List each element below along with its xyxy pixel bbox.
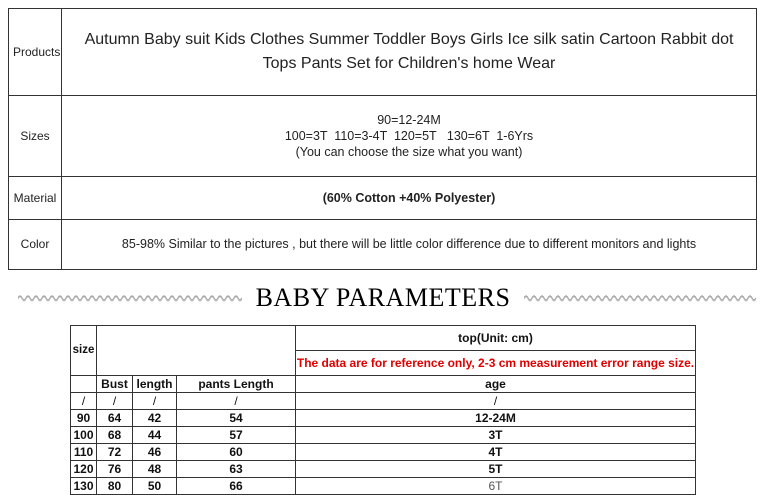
slash-cell: / (133, 393, 177, 410)
product-info-table (8, 8, 757, 270)
length-cell: 44 (133, 427, 177, 444)
age-cell: 12-24M (296, 410, 696, 427)
bust-cell: 80 (97, 478, 133, 495)
bust-cell: 68 (97, 427, 133, 444)
table-row (71, 427, 696, 444)
baby-parameters-heading: BABY PARAMETERS (255, 283, 511, 312)
products-row (9, 9, 757, 96)
size-cell: 120 (71, 461, 97, 478)
length-cell: 42 (133, 410, 177, 427)
pants-cell: 66 (177, 478, 296, 495)
pants-length-header: pants Length (177, 376, 296, 393)
pants-cell: 57 (177, 427, 296, 444)
length-cell: 50 (133, 478, 177, 495)
decorative-wave-right (524, 294, 756, 302)
size-cell: 130 (71, 478, 97, 495)
sizes-label: Sizes (9, 96, 62, 176)
size-header: size (71, 326, 97, 376)
age-cell: 6T (296, 478, 696, 495)
color-row (9, 219, 757, 269)
decorative-wave-left (18, 294, 242, 302)
size-cell: 90 (71, 410, 97, 427)
params-slash-row (71, 393, 696, 410)
top-unit-header: top(Unit: cm) (296, 326, 696, 351)
slash-cell: / (177, 393, 296, 410)
sizes-line-3: (You can choose the size what you want) (295, 144, 523, 159)
sizes-value (62, 96, 757, 176)
slash-cell: / (71, 393, 97, 410)
size-cell: 100 (71, 427, 97, 444)
table-row (71, 461, 696, 478)
pants-cell: 54 (177, 410, 296, 427)
products-value: Autumn Baby suit Kids Clothes Summer Toddler Boys Girls Ice silk satin Cartoon Rabbit dot Tops Pants Set for Children's home Wear (62, 9, 757, 96)
bust-header: Bust (97, 376, 133, 393)
length-header: length (133, 376, 177, 393)
table-row (71, 444, 696, 461)
sizes-line-1: 90=12-24M (377, 112, 441, 127)
slash-cell: / (296, 393, 696, 410)
pants-cell: 60 (177, 444, 296, 461)
bust-cell: 72 (97, 444, 133, 461)
bust-cell: 64 (97, 410, 133, 427)
baby-parameters-table (70, 325, 696, 495)
age-cell: 3T (296, 427, 696, 444)
params-header-row-1 (71, 326, 696, 351)
params-column-row (71, 376, 696, 393)
reference-note: The data are for reference only, 2-3 cm measurement error range size. (296, 351, 696, 376)
table-row (71, 410, 696, 427)
slash-cell: / (97, 393, 133, 410)
heading-row (0, 280, 773, 316)
age-header: age (296, 376, 696, 393)
sizes-row (9, 96, 757, 176)
age-cell: 5T (296, 461, 696, 478)
header-blank (97, 326, 296, 376)
age-cell: 4T (296, 444, 696, 461)
material-label: Material (9, 176, 62, 219)
color-label: Color (9, 219, 62, 269)
size-cell: 110 (71, 444, 97, 461)
color-value: 85-98% Similar to the pictures , but there will be little color difference due to different monitors and lights (62, 219, 757, 269)
products-label: Products (9, 9, 62, 96)
sizes-line-2: 100=3T 110=3-4T 120=5T 130=6T 1-6Yrs (284, 128, 534, 143)
length-cell: 48 (133, 461, 177, 478)
bust-cell: 76 (97, 461, 133, 478)
material-row (9, 176, 757, 219)
pants-cell: 63 (177, 461, 296, 478)
size-col-blank (71, 376, 97, 393)
material-value: (60% Cotton +40% Polyester) (62, 176, 757, 219)
length-cell: 46 (133, 444, 177, 461)
